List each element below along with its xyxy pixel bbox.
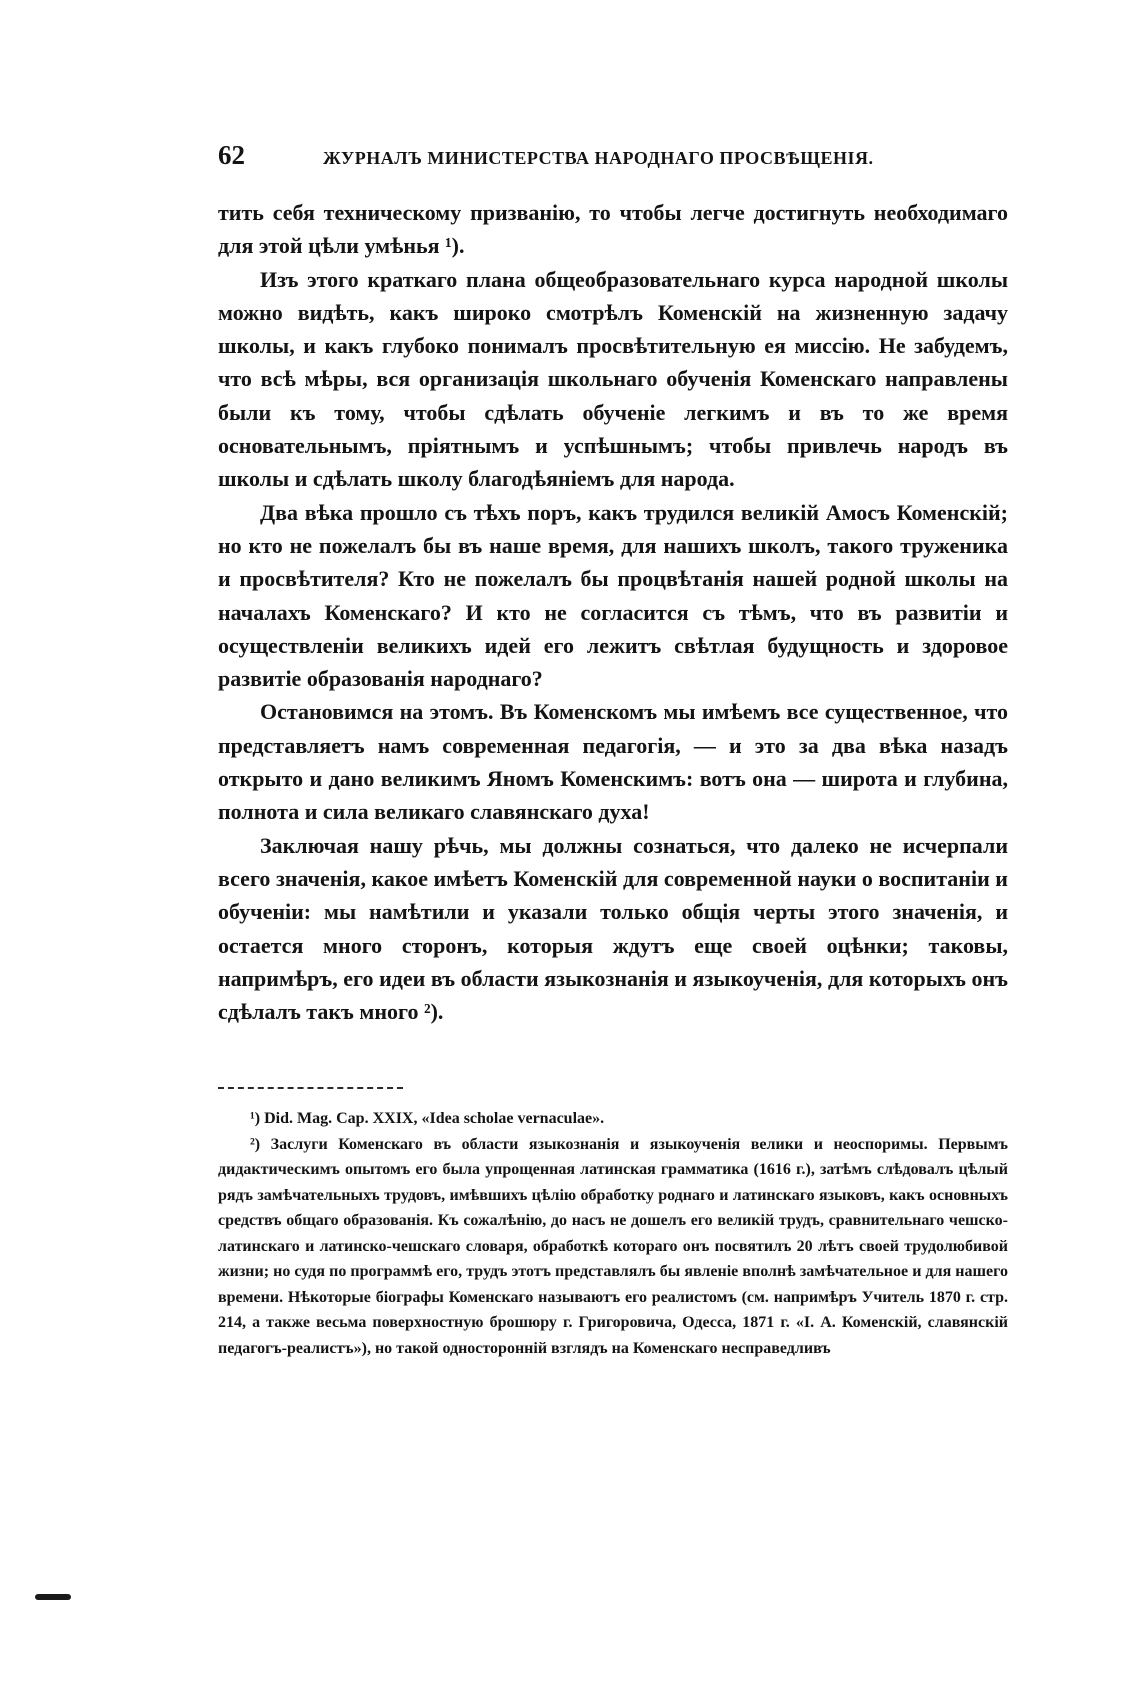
footnote-2: ²) Заслуги Коменскаго въ области языкознанія и языкоученія велики и неоспоримы. Первымъ дидактическимъ опытомъ его была упрощенная латинская грамматика (1616 г.), затѣмъ слѣдовалъ цѣлый рядъ замѣчательныхъ трудовъ, имѣвшихъ цѣлію обработку роднаго и латинскаго языковъ, какъ основныхъ средствъ общаго образованія. Къ сожалѣнію, до насъ не дошелъ его великій трудъ, сравнительнаго чешско-латинскаго и латинско-чешскаго словаря, обработкѣ котораго онъ посвятилъ 20 лѣтъ своей трудолюбивой жизни; но судя по программѣ его, трудъ этотъ представлялъ бы явленіе вполнѣ замѣчательное и для нашего времени. Нѣкоторые біографы Коменскаго называютъ его реалистомъ (см. напримѣръ Учитель 1870 г. стр. 214, а также весьма поверхностную брошюру г. Григоровича, Одесса, 1871 г. «І. А. Коменскій, славянскій педагогъ-реалистъ»), но такой односторонній взглядъ на Коменскаго несправедливъ <box>218 1135 1008 1357</box>
paragraph-continuation: тить себя техническому призванію, то чтобы легче достигнуть необходимаго для этой цѣли умѣнья ¹). <box>218 200 1008 259</box>
scan-edge-mark <box>35 1594 71 1600</box>
paragraph: Изъ этого краткаго плана общеобразовательнаго курса народной школы можно видѣть, какъ широко смотрѣлъ Коменскій на жизненную задачу школы, и какъ глубоко понималъ просвѣтительную ея миссію. Не забудемъ, что всѣ мѣры, вся организація школьнаго обученія Коменскаго направлены были къ тому, чтобы сдѣлать обученіе легкимъ и въ то же время основательнымъ, пріятнымъ и успѣшнымъ; чтобы привлечь народъ въ школы и сдѣлать школу благодѣяніемъ для народа. <box>218 266 1008 492</box>
paragraph: Остановимся на этомъ. Въ Коменскомъ мы имѣемъ все существенное, что представляетъ намъ современная педагогія, — и это за два вѣка назадъ открыто и дано великимъ Яномъ Коменскимъ: вотъ она — широта и глубина, полнота и сила великаго славянскаго духа! <box>218 699 1008 825</box>
footnotes <box>218 1106 1008 1361</box>
page-number: 62 <box>218 140 245 170</box>
footnote-divider <box>218 1087 403 1089</box>
running-head <box>218 140 1008 180</box>
footnote-1: ¹) Did. Mag. Cap. XXIX, «Idea scholae vernaculae». <box>250 1110 605 1127</box>
paragraph: Заключая нашу рѣчь, мы должны сознаться, что далеко не исчерпали всего значенія, какое имѣетъ Коменскій для современной науки о воспитаніи и обученіи: мы намѣтили и указали только общія черты этого значенія, и остается много сторонъ, которыя ждутъ еще своей оцѣнки; таковы, напримѣръ, его идеи въ области языкознанія и языкоученія, для которыхъ онъ сдѣлалъ такъ много ²). <box>218 832 1008 1025</box>
paragraph: Два вѣка прошло съ тѣхъ поръ, какъ трудился великій Амосъ Коменскій; но кто не пожелалъ бы въ наше время, для нашихъ школъ, такого труженика и просвѣтителя? Кто не пожелалъ бы процвѣтанія нашей родной школы на началахъ Коменскаго? И кто не согласится съ тѣмъ, что въ развитіи и осуществленіи великихъ идей его лежитъ свѣтлая будущность и здоровое развитіе образованія народнаго? <box>218 499 1008 692</box>
journal-title: ЖУРНАЛЪ МИНИСТЕРСТВА НАРОДНАГО ПРОСВѢЩЕНІЯ. <box>323 148 874 168</box>
main-text <box>218 196 1008 1028</box>
